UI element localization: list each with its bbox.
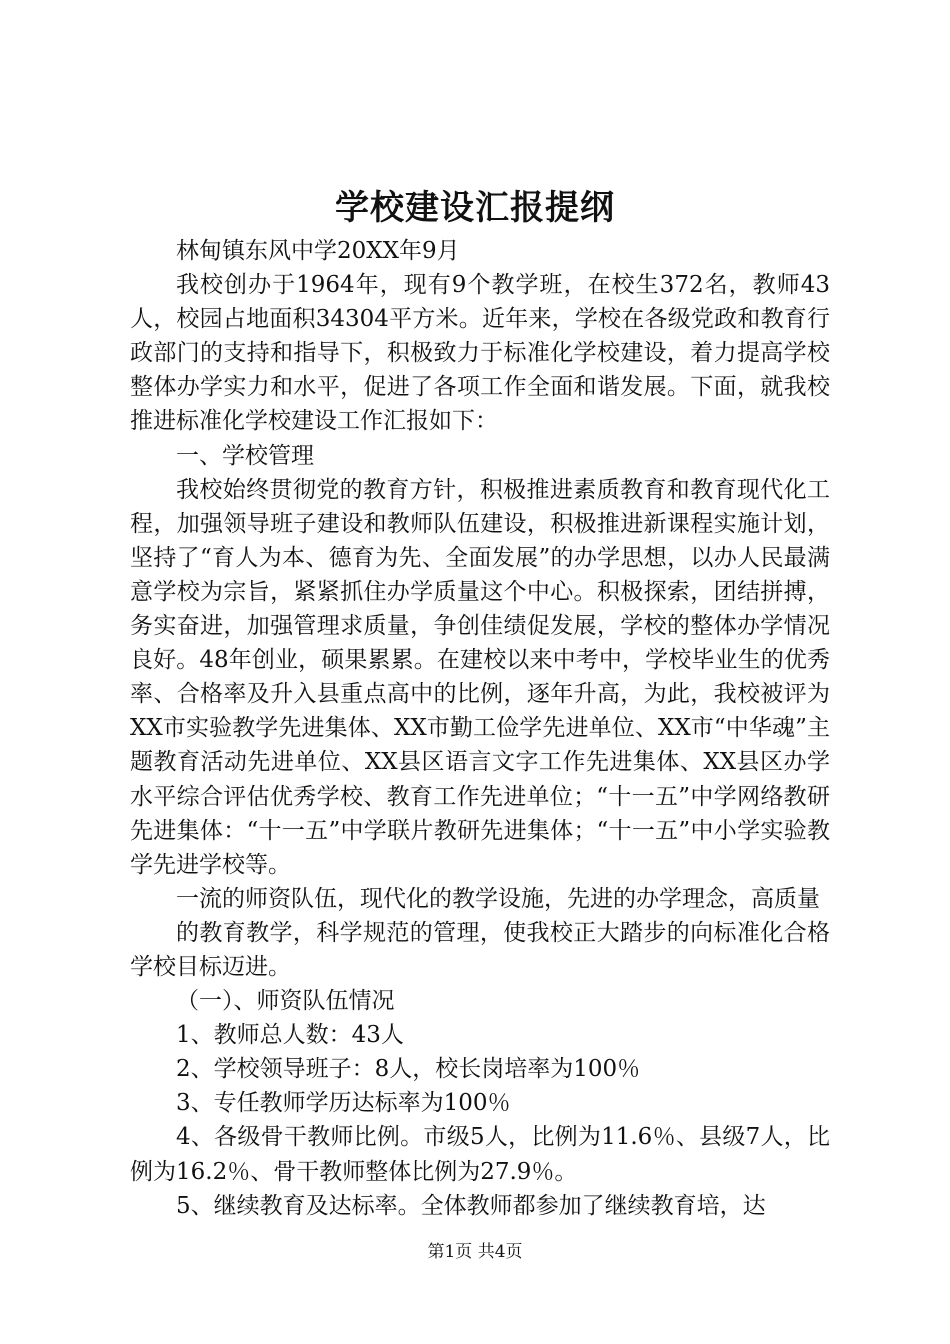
section-heading-management: 一、学校管理	[176, 442, 314, 469]
subsection-heading-staff: （一）、师资队伍情况	[176, 988, 395, 1015]
management-paragraph: 我校始终贯彻党的教育方针，积极推进素质教育和教育现代化工程，加强领导班子建设和教师队伍建设，积极推进新课程实施计划，坚持了“育人为本、德育为先、全面发展”的办学思想，以办人民最满意学校为宗旨，紧紧抓住办学质量这个中心。积极探索，团结拼搏，务实奋进，加强管理求质量，争创佳绩促发展，学校的整体办学情况良好。48年创业，硕果累累。在建校以来中考中，学校毕业生的优秀率、合格率及升入县重点高中的比例，逐年升高，为此，我校被评为XX市实验教学先进集体、XX市勤工俭学先进单位、XX市“中华魂”主题教育活动先进单位、XX县区语言文字工作先进集体、XX县区办学水平综合评估优秀学校、教育工作先进单位；“十一五”中学网络教研先进集体：“十一五”中学联片教研先进集体；“十一五”中小学实验教学先进学校等。	[130, 476, 830, 878]
list-item: 1、教师总人数：43人	[176, 1022, 404, 1049]
author-date-line: 林甸镇东风中学20XX年9月	[176, 238, 460, 264]
summary-paragraph-part1: 一流的师资队伍，现代化的教学设施，先进的办学理念，高质量	[176, 885, 820, 912]
list-item: 5、继续教育及达标率。全体教师都参加了继续教育培，达	[176, 1192, 766, 1219]
list-item: 2、学校领导班子：8人，校长岗培率为100％	[176, 1056, 641, 1083]
summary-paragraph-part2: 的教育教学，科学规范的管理，使我校正大踏步的向标准化合格学校目标迈进。	[130, 919, 830, 980]
document-body	[130, 234, 830, 1223]
list-item: 4、各级骨干教师比例。市级5人，比例为11.6％、县级7人，比例为16.2％、骨干教师整体比例为27.9％。	[130, 1124, 830, 1185]
page-footer: 第1页 共4页	[427, 1242, 523, 1262]
list-item: 3、专任教师学历达标率为100％	[176, 1090, 511, 1117]
intro-paragraph: 我校创办于1964年，现有9个教学班，在校生372名，教师43人，校园占地面积34304平方米。近年来，学校在各级党政和教育行政部门的支持和指导下，积极致力于标准化学校建设，着力提高学校整体办学实力和水平，促进了各项工作全面和谐发展。下面，就我校推进标准化学校建设工作汇报如下：	[130, 272, 830, 435]
document-title: 学校建设汇报提纲	[335, 188, 615, 228]
